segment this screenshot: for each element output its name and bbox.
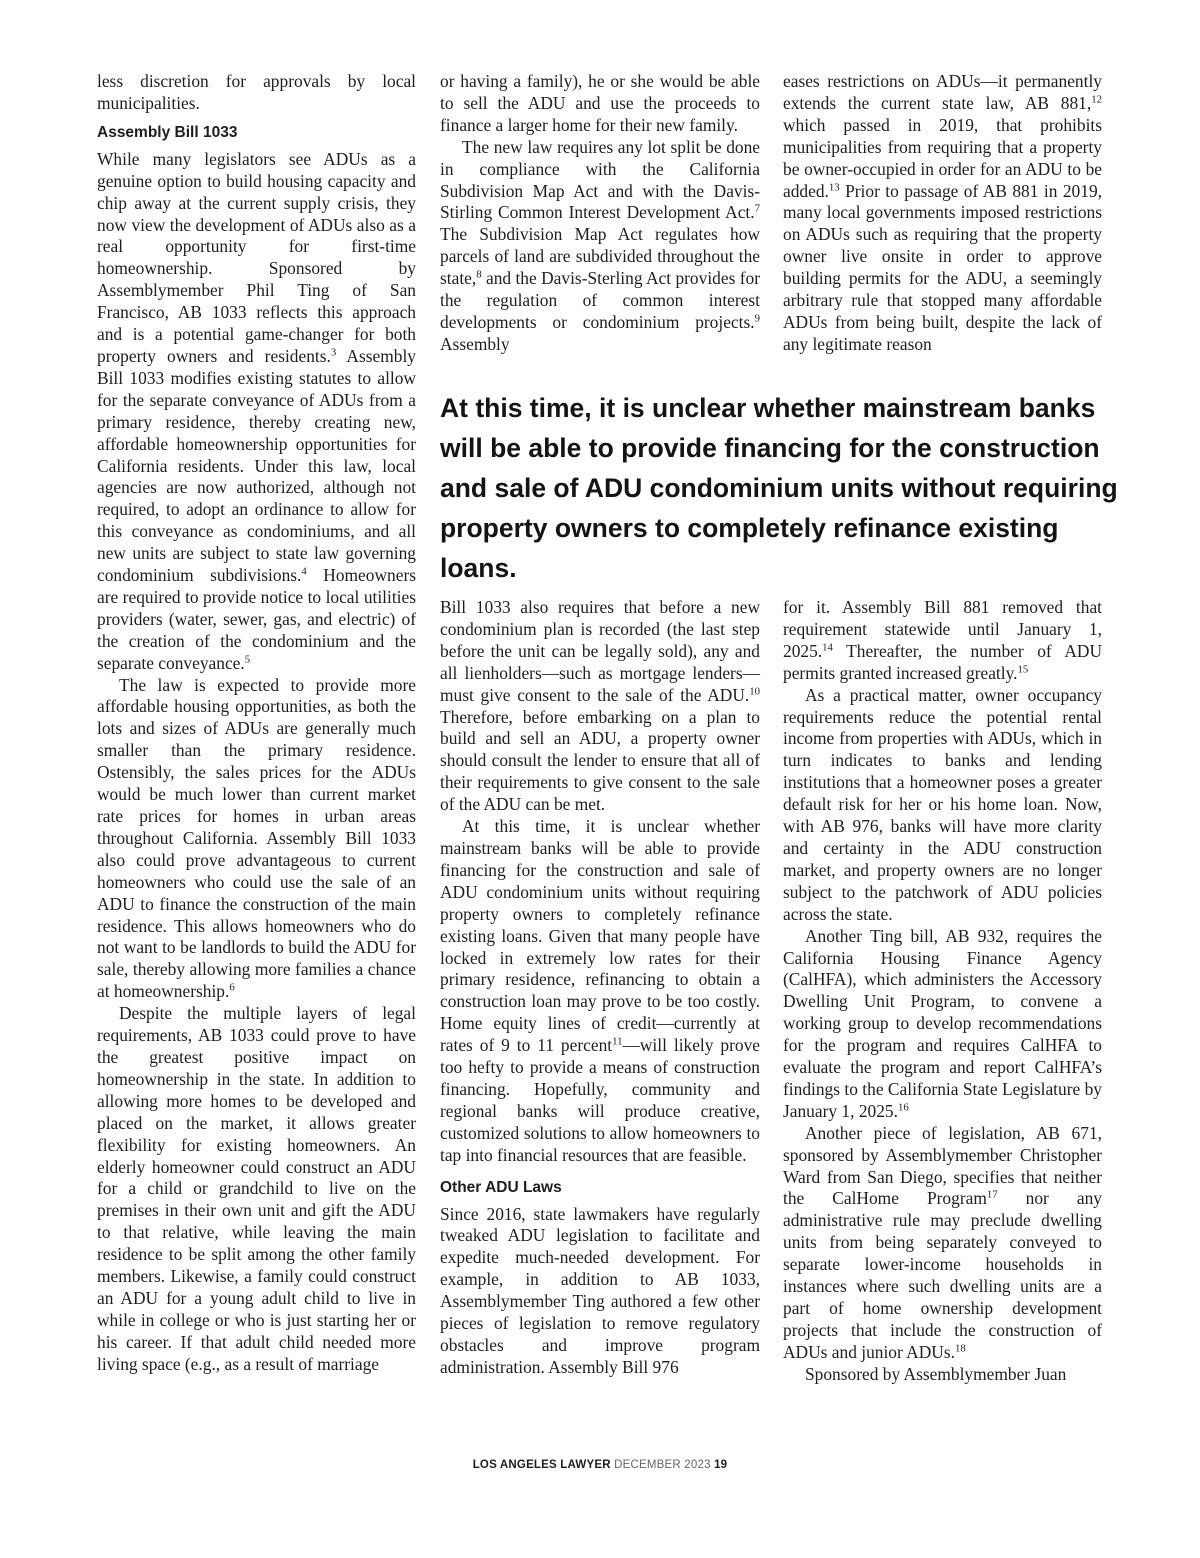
col2-paragraph-1: or having a family), he or she would be able to sell the ADU and use the proceeds to finance a larger home for their new family. <box>440 71 760 135</box>
footnote-ref: 7 <box>754 202 760 215</box>
footnote-ref: 9 <box>754 312 760 325</box>
col3-paragraph-2: for it. Assembly Bill 881 removed that requirement statewide until January 1, 2025.14 Thereafter, the number of ADU permits granted increased greatly.$^{15}$ <box>783 597 1102 683</box>
footer-page-number: 19 <box>714 1459 728 1471</box>
footnote-ref: 3 <box>330 346 337 359</box>
footer-issue: DECEMBER 2023 <box>614 1459 711 1471</box>
column-2-bottom <box>440 597 760 1379</box>
footnote-ref: 15 <box>1017 663 1029 676</box>
col3-paragraph-6: Sponsored by Assemblymember Juan <box>805 1363 1067 1384</box>
col1-paragraph-2: The law is expected to provide more affordable housing opportunities, as both the lots and sizes of ADUs are generally much smaller than the primary residence. Ostensibly, the sales prices for the ADUs would be much lower than current market rate prices for homes in urban areas throughout California. Assembly Bill 1033 also could prove advantageous to current homeowners who could use the sale of an ADU to finance the construction of the main residence. This allows homeowners who do not want to be landlords to build the ADU for sale, thereby allowing more families a chance at homeownership.$^6$ <box>97 674 416 1002</box>
footnote-ref: 12 <box>1091 93 1102 106</box>
section-heading-ab1033: Assembly Bill 1033 <box>97 123 238 141</box>
footnote-ref: 14 <box>822 641 833 654</box>
footnote-ref: 10 <box>749 685 760 698</box>
col1-paragraph-3: Despite the multiple layers of legal requirements, AB 1033 could prove to have the greatest positive impact on homeownership in the state. In addition to allowing more homes to be developed and placed on the market, it allows greater flexibility for existing homeowners. An elderly homeowner could construct an ADU for a child or grandchild to live on the premises in their own unit and gift the ADU to that relative, while leaving the main residence to be split among the other family members. Likewise, a family could construct an ADU for a young adult child to live in while in college or who is just starting her or his career. If that adult child needed more living space (e.g., as a result of marriage <box>97 1003 416 1374</box>
col2-paragraph-5: Since 2016, state lawmakers have regularly tweaked ADU legislation to facilitate and expedite much-needed development. For example, in addition to AB 1033, Assemblymember Ting authored a few other pieces of legislation to remove regulatory obstacles and improve program administration. Assembly Bill 976 <box>440 1203 760 1377</box>
section-heading-other-adu-laws: Other ADU Laws <box>440 1178 562 1196</box>
footnote-ref: 11 <box>612 1035 623 1048</box>
col3-paragraph-3: As a practical matter, owner occupancy requirements reduce the potential rental income from properties with ADUs, which in turn indicates to banks and lending institutions that a homeowner poses a greater default risk for her or his home loan. Now, with AB 976, banks will have more clarity and certainty in the ADU construction market, and property owners are no longer subject to the patchwork of ADU policies across the state. <box>783 684 1102 924</box>
page-footer <box>0 1459 1200 1471</box>
column-3-top <box>783 71 1102 356</box>
footer-publication: LOS ANGELES LAWYER <box>472 1459 611 1471</box>
footnote-ref: 4 <box>301 565 307 578</box>
footnote-ref: 6 <box>229 981 235 994</box>
col1-intro: less discretion for approvals by local municipalities. <box>97 71 416 113</box>
footnote-ref: 13 <box>828 181 840 194</box>
col2-paragraph-2: The new law requires any lot split be done in compliance with the California Subdivision Map Act and with the Davis-Stirling Common Interest Development Act.$^7$ The Subdivision Map Act regulates how parcels of land are subdivided throughout the state,$^8$ and the Davis-Sterling Act provides for the regulation of common interest developments or condominium projects.$^9$ Assembly <box>440 136 760 354</box>
col3-paragraph-1: eases restrictions on ADUs—it permanently extends the current state law, AB 881,12 which passed in 2019, that prohibits municipalities from requiring that a property be owner-occupied in order for an ADU to be added.$^{13}$ Prior to passage of AB 881 in 2019, many local governments imposed restrictions on ADUs such as requiring that the property owner live onsite in order to approve building permits for the ADU, a seemingly arbitrary rule that stopped many affordable ADUs from being built, despite the lack of any legitimate reason <box>783 71 1102 354</box>
col3-paragraph-4: Another Ting bill, AB 932, requires the California Housing Finance Agency (CalHFA), which administers the Accessory Dwelling Unit Program, to convene a working group to develop recommendations for the program and requires CalHFA to evaluate the program and report CalHFA’s findings to the California State Legislature by January 1, 2025.16 <box>783 925 1102 1121</box>
column-2-top <box>440 71 760 356</box>
column-3-bottom <box>783 597 1102 1386</box>
col2-paragraph-3: Bill 1033 also requires that before a new condominium plan is recorded (the last step before the unit can be legally sold), any and all lienholders—such as mortgage lenders—must give consent to the sale of the ADU.$^{10}$ Therefore, before embarking on a plan to build and sell an ADU, a property owner should consult the lender to ensure that all of their requirements to give consent to the sale of the ADU can be met. <box>440 597 760 815</box>
footnote-ref: 17 <box>986 1189 998 1201</box>
footnote-ref: 8 <box>476 268 482 281</box>
footnote-ref: 18 <box>954 1342 966 1355</box>
column-1 <box>97 71 416 1376</box>
col3-paragraph-5: Another piece of legislation, AB 671, sponsored by Assemblymember Christopher Ward from San Diego, specifies that neither the CalHome Program$^{17}$ nor any administrative rule may preclude dwelling units from being separately conveyed to separate lower-income households in instances where such dwelling units are a part of home ownership development projects that include the construction of ADUs and junior ADUs.$^{18}$ <box>783 1122 1102 1362</box>
col1-paragraph-1: While many legislators see ADUs as a genuine option to build housing capacity and chip away at the current supply crisis, they now view the development of ADUs also as a real opportunity for first-time homeownership. Sponsored by Assemblymember Phil Ting of San Francisco, AB 1033 reflects this approach and is a potential game-changer for both property owners and residents.$^3$ Assembly Bill 1033 modifies existing statutes to allow for the separate conveyance of ADUs from a primary residence, thereby creating new, affordable homeownership opportunities for California residents. Under this law, local agencies are now authorized, although not required, to adopt an ordinance to allow for this conveyance as condominiums, and all new units are subject to state law governing condominium subdivisions.$^4$ Homeowners are required to provide notice to local utilities providers (water, sewer, gas, and electric) of the creation of the condominium and the separate conveyance.$^5$ <box>97 148 416 673</box>
col2-paragraph-4: At this time, it is unclear whether mainstream banks will be able to provide financing for the construction and sale of ADU condominium units without requiring property owners to completely refinance existing loans. Given that many people have locked in extremely low rates for their primary residence, refinancing to obtain a construction loan may prove to be too costly. Home equity lines of credit—currently at rates of 9 to 11 percent$^{11}$—will likely prove too hefty to provide a means of construction financing. Hopefully, community and regional banks will produce creative, customized solutions to allow homeowners to tap into financial resources that are feasible. <box>440 816 760 1165</box>
footnote-ref: 5 <box>244 653 251 666</box>
footnote-ref: 16 <box>897 1101 909 1114</box>
pull-quote: At this time, it is unclear whether mainstream banks will be able to provide financing for the construction and sale of ADU condominium units without requiring property owners to completely refinance existing loans. <box>440 393 1118 583</box>
